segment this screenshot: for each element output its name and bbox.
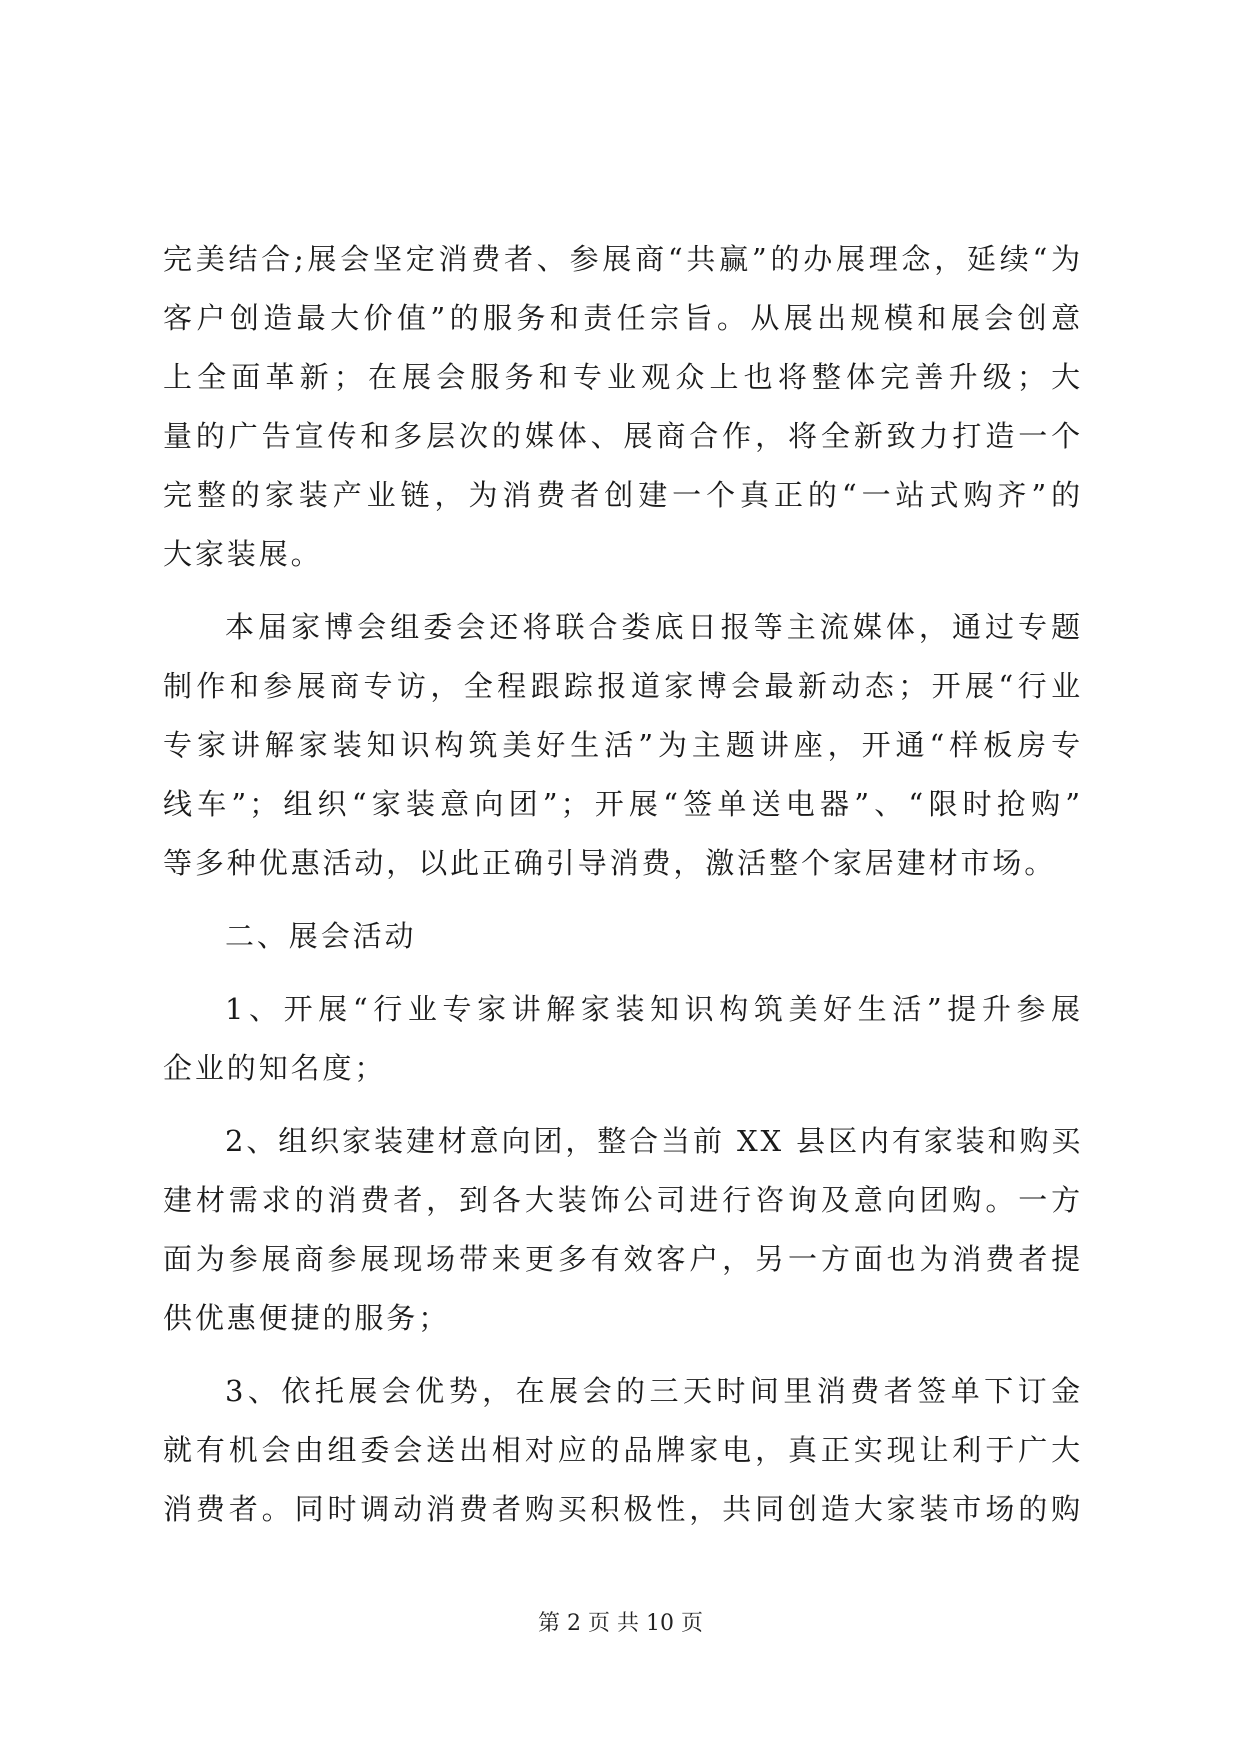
text-line: 供优惠便捷的服务；	[163, 1301, 451, 1335]
text-line: 3、依托展会优势，在展会的三天时间里消费者签单下订金	[225, 1374, 1083, 1408]
text-line: 等多种优惠活动，以此正确引导消费，激活整个家居建材市场。	[163, 846, 1057, 880]
text-line: 完整的家装产业链，为消费者创建一个真正的“一站式购齐”的	[163, 478, 1083, 512]
text-line: 1、开展“行业专家讲解家装知识构筑美好生活”提升参展	[225, 992, 1083, 1026]
paragraph	[163, 1362, 1083, 1539]
text-line: 量的广告宣传和多层次的媒体、展商合作，将全新致力打造一个	[163, 419, 1083, 453]
page-number: 第 2 页 共 10 页	[538, 1611, 703, 1636]
text-line: 上全面革新；在展会服务和专业观众上也将整体完善升级；大	[163, 360, 1083, 394]
text-line: 就有机会由组委会送出相对应的品牌家电，真正实现让利于广大	[163, 1433, 1083, 1467]
paragraph	[163, 1112, 1083, 1348]
text-line: 2、组织家装建材意向团，整合当前 XX 县区内有家装和购买	[225, 1124, 1083, 1158]
text-line: 完美结合;展会坚定消费者、参展商“共赢”的办展理念，延续“为	[163, 242, 1083, 276]
section-heading	[163, 907, 1083, 966]
text-line: 线车”；组织“家装意向团”；开展“签单送电器”、“限时抢购”	[163, 787, 1083, 821]
paragraph	[163, 598, 1083, 893]
text-line: 大家装展。	[163, 537, 323, 571]
text-line: 面为参展商参展现场带来更多有效客户，另一方面也为消费者提	[163, 1242, 1083, 1276]
text-line: 客户创造最大价值”的服务和责任宗旨。从展出规模和展会创意	[163, 301, 1083, 335]
page-footer	[0, 1606, 1241, 1637]
text-line: 企业的知名度；	[163, 1051, 387, 1085]
text-line: 专家讲解家装知识构筑美好生活”为主题讲座，开通“样板房专	[163, 728, 1083, 762]
body-text	[163, 230, 1083, 1539]
text-line: 本届家博会组委会还将联合娄底日报等主流媒体，通过专题	[225, 610, 1083, 644]
text-line: 建材需求的消费者，到各大装饰公司进行咨询及意向团购。一方	[163, 1183, 1083, 1217]
text-line: 消费者。同时调动消费者购买积极性，共同创造大家装市场的购	[163, 1492, 1083, 1526]
paragraph	[163, 230, 1083, 584]
text-line: 制作和参展商专访，全程跟踪报道家博会最新动态；开展“行业	[163, 669, 1083, 703]
text-line: 二、展会活动	[225, 919, 417, 953]
paragraph	[163, 980, 1083, 1098]
